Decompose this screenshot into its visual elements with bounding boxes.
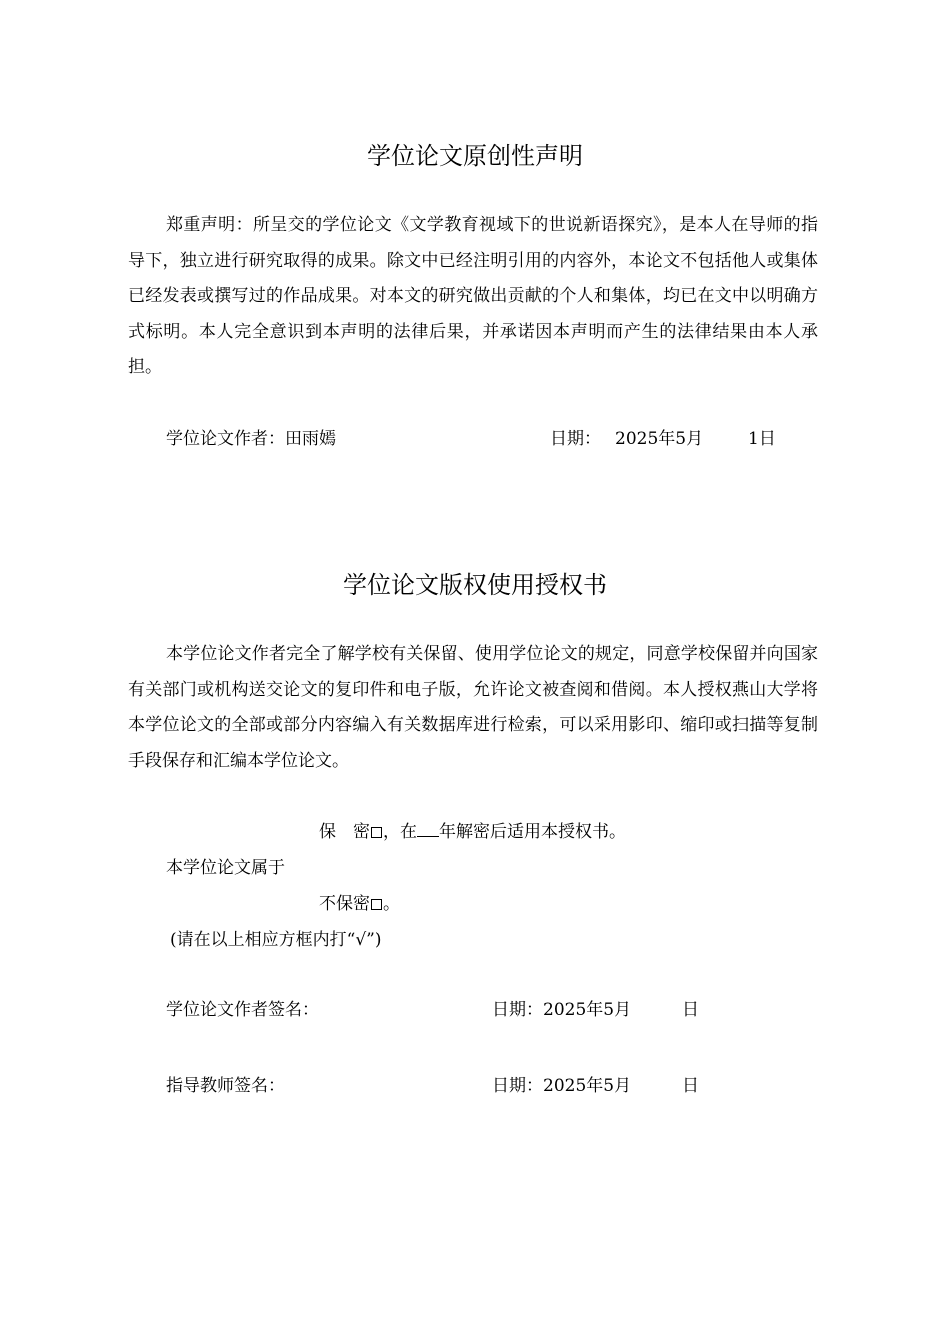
author-sign-date: 日期：2025年5月 bbox=[492, 1000, 632, 1020]
option-nonsecret-suffix: 。 bbox=[383, 894, 400, 914]
years-blank[interactable] bbox=[417, 821, 439, 837]
advisor-sign-date: 日期：2025年5月 bbox=[492, 1076, 632, 1096]
option-nonsecret-line bbox=[319, 892, 400, 916]
belongs-label: 本学位论文属于 bbox=[166, 858, 285, 878]
authorization-title: 学位论文版权使用授权书 bbox=[343, 571, 607, 599]
secret-checkbox[interactable] bbox=[371, 827, 382, 838]
option-nonsecret-label: 不保密 bbox=[319, 894, 370, 914]
authorization-paragraph: 本学位论文作者完全了解学校有关保留、使用学位论文的规定，同意学校保留并向国家有关部门或机构送交论文的复印件和电子版，允许论文被查阅和借阅。本人授权燕山大学将本学位论文的全部或部分内容编入有关数据库进行检索，可以采用影印、缩印或扫描等复制手段保存和汇编本学位论文。 bbox=[128, 644, 818, 771]
originality-paragraph: 郑重声明：所呈交的学位论文《文学教育视域下的世说新语探究》，是本人在导师的指导下，独立进行研究取得的成果。除文中已经注明引用的内容外，本论文不包括他人或集体已经发表或撰写过的作品成果。对本文的研究做出贡献的个人和集体，均已在文中以明确方式标明。本人完全意识到本声明的法律后果，并承诺因本声明而产生的法律结果由本人承担。 bbox=[128, 215, 818, 377]
author-sign-label: 学位论文作者签名： bbox=[166, 1000, 319, 1020]
originality-title: 学位论文原创性声明 bbox=[367, 142, 583, 170]
option-secret-mid: ，在 bbox=[383, 822, 417, 842]
advisor-sign-day: 日 bbox=[682, 1076, 699, 1096]
date-day: 1日 bbox=[748, 429, 776, 449]
date-value: 2025年5月 bbox=[615, 429, 704, 449]
option-secret-line bbox=[319, 820, 626, 844]
check-instruction: (请在以上相应方框内打“√”) bbox=[170, 930, 382, 950]
option-secret-suffix: 年解密后适用本授权书。 bbox=[439, 822, 626, 842]
date-label: 日期： bbox=[550, 429, 601, 449]
nonsecret-checkbox[interactable] bbox=[371, 899, 382, 910]
option-secret-label: 保 密 bbox=[319, 822, 370, 842]
author-sign-day: 日 bbox=[682, 1000, 699, 1020]
author-line: 学位论文作者：田雨嫣 bbox=[166, 429, 336, 449]
advisor-sign-label: 指导教师签名： bbox=[166, 1076, 285, 1096]
